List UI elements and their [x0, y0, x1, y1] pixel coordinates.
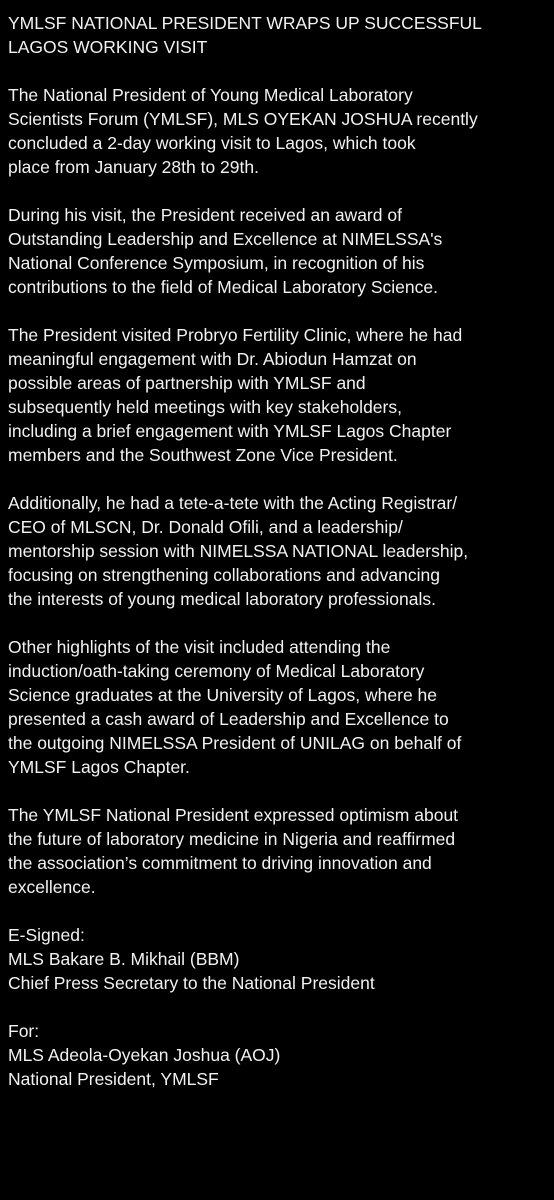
text-line: the outgoing NIMELSSA President of UNILAG on behalf of: [8, 733, 462, 753]
text-line: Scientists Forum (YMLSF), MLS OYEKAN JOSHUA recently: [8, 109, 478, 129]
paragraph-highlights: [8, 635, 548, 779]
text-line: The National President of Young Medical Laboratory: [8, 85, 413, 105]
text-line: Additionally, he had a tete-a-tete with the Acting Registrar/: [8, 493, 458, 513]
paragraph-registrar: [8, 491, 548, 611]
signature-block: [8, 923, 548, 995]
title-line: LAGOS WORKING VISIT: [8, 37, 208, 57]
president-title: National President, YMLSF: [8, 1069, 219, 1089]
text-line: the future of laboratory medicine in Nigeria and reaffirmed: [8, 829, 456, 849]
text-line: the association’s commitment to driving innovation and: [8, 853, 432, 873]
text-line: During his visit, the President received an award of: [8, 205, 402, 225]
paragraph-award: [8, 203, 548, 299]
text-line: the interests of young medical laboratory professionals.: [8, 589, 437, 609]
text-line: induction/oath-taking ceremony of Medical Laboratory: [8, 661, 425, 681]
signature-label: E-Signed:: [8, 925, 85, 945]
signatory-name: MLS Bakare B. Mikhail (BBM): [8, 949, 240, 969]
paragraph-clinic-visit: [8, 323, 548, 467]
text-line: contributions to the field of Medical Laboratory Science.: [8, 277, 438, 297]
text-line: CEO of MLSCN, Dr. Donald Ofili, and a leadership/: [8, 517, 403, 537]
for-block: [8, 1019, 548, 1091]
text-line: concluded a 2-day working visit to Lagos, which took: [8, 133, 416, 153]
signatory-title: Chief Press Secretary to the National President: [8, 973, 375, 993]
text-line: meaningful engagement with Dr. Abiodun Hamzat on: [8, 349, 417, 369]
document-title: [8, 11, 548, 59]
paragraph-intro: [8, 83, 548, 179]
text-line: place from January 28th to 29th.: [8, 157, 259, 177]
text-line: National Conference Symposium, in recognition of his: [8, 253, 425, 273]
text-line: The YMLSF National President expressed optimism about: [8, 805, 459, 825]
text-line: Other highlights of the visit included attending the: [8, 637, 391, 657]
text-line: subsequently held meetings with key stakeholders,: [8, 397, 402, 417]
text-line: including a brief engagement with YMLSF Lagos Chapter: [8, 421, 452, 441]
for-label: For:: [8, 1021, 40, 1041]
text-line: excellence.: [8, 877, 96, 897]
title-line: YMLSF NATIONAL PRESIDENT WRAPS UP SUCCESSFUL: [8, 13, 482, 33]
text-line: members and the Southwest Zone Vice President.: [8, 445, 398, 465]
text-line: presented a cash award of Leadership and Excellence to: [8, 709, 449, 729]
text-line: Outstanding Leadership and Excellence at NIMELSSA's: [8, 229, 443, 249]
paragraph-closing: [8, 803, 548, 899]
text-line: The President visited Probryo Fertility Clinic, where he had: [8, 325, 463, 345]
text-line: YMLSF Lagos Chapter.: [8, 757, 190, 777]
document-body: [8, 11, 548, 1115]
president-name: MLS Adeola-Oyekan Joshua (AOJ): [8, 1045, 281, 1065]
text-line: focusing on strengthening collaborations and advancing: [8, 565, 440, 585]
text-line: Science graduates at the University of Lagos, where he: [8, 685, 437, 705]
text-line: possible areas of partnership with YMLSF and: [8, 373, 366, 393]
text-line: mentorship session with NIMELSSA NATIONAL leadership,: [8, 541, 469, 561]
